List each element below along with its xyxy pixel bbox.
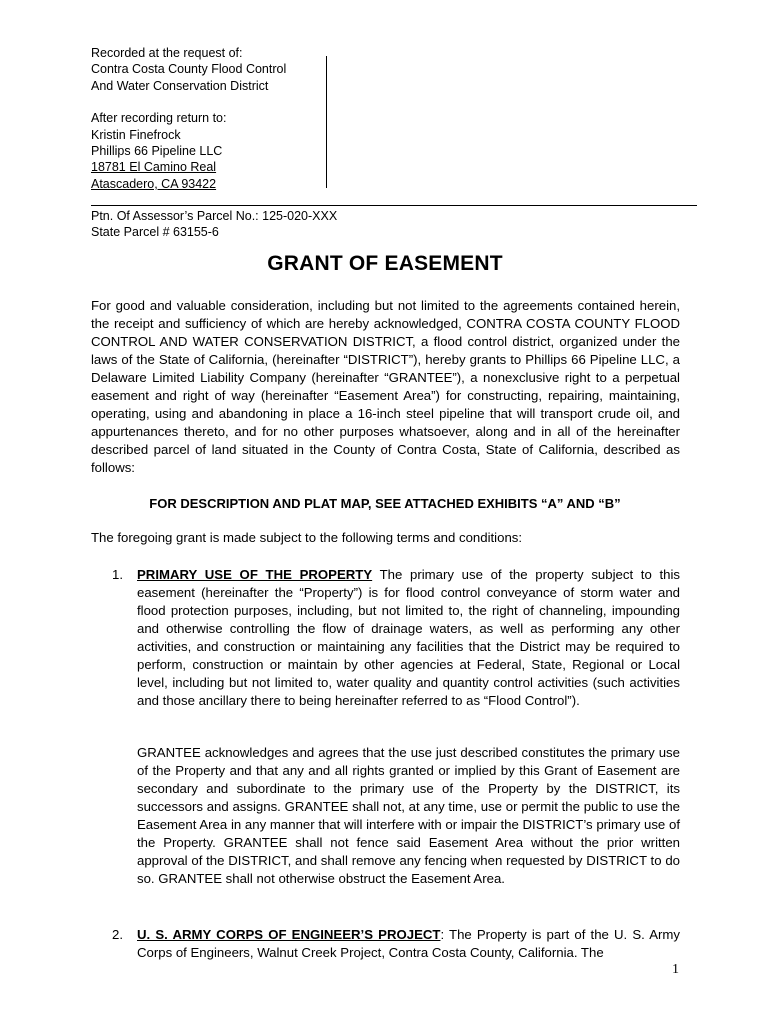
return-company: Phillips 66 Pipeline LLC bbox=[91, 144, 223, 159]
parcel-block bbox=[91, 208, 337, 241]
item-1-text: The primary use of the property subject to this easement (hereinafter the “Property”) is for flood control conveyance of storm water and flood protection purposes, including, but not limited to, the right of channeling, impounding and otherwise controlling the flow of drainage waters, as well as performing any other activities, and construction or maintaining any facilities that the District may be required to perform, construction or maintain by other agencies at Federal, State, Regional or Local level, including but not limited to, water quality and quantity control activities (such activities and those ancillary there to being hereinafter referred to as “Flood Control”). bbox=[137, 567, 680, 708]
item-1-number: 1. bbox=[112, 567, 123, 582]
terms-intro: The foregoing grant is made subject to the following terms and conditions: bbox=[91, 530, 523, 545]
intro-paragraph: For good and valuable consideration, including but not limited to the agreements contained herein, the receipt and sufficiency of which are hereby acknowledged, CONTRA COSTA COUNTY FLOOD CONTROL AND WATER CONSERVATION DISTRICT, a flood control district, organized under the laws of the State of California, (hereinafter “DISTRICT”), hereby grants to Phillips 66 Pipeline LLC, a Delaware Limited Liability Company (hereinafter “GRANTEE”), a nonexclusive right to a perpetual easement and right of way (hereinafter “Easement Area”) for constructing, repairing, maintaining, operating, using and abandoning in place a 16-inch steel pipeline that will transport crude oil, and appurtenances thereto, and for no other purposes whatsoever, along and in all of the hereinafter described parcel of land situated in the County of Contra Costa, State of California, described as follows: bbox=[91, 298, 680, 475]
recording-divider bbox=[326, 56, 327, 188]
page-number: 1 bbox=[672, 962, 679, 977]
assessor-parcel-number: Ptn. Of Assessor’s Parcel No.: 125-020-XXX bbox=[91, 209, 338, 223]
item-2-heading: U. S. ARMY CORPS OF ENGINEER’S PROJECT bbox=[137, 927, 441, 942]
item-1-grantee-paragraph: GRANTEE acknowledges and agrees that the use just described constitutes the primary use of the Property and that any and all rights granted or implied by this Grant of Easement are secondary and subordinate to the primary use of the Property by the DISTRICT, its successors and assigns. GRANTEE shall not, at any time, use or permit the public to use the Easement Area in any manner that will interfere with or impair the DISTRICT’s primary use of the Property. GRANTEE shall not fence said Easement Area without the prior written approval of the DISTRICT, and shall remove any fencing when requested by DISTRICT to do so. GRANTEE shall not otherwise obstruct the Easement Area. bbox=[137, 745, 680, 886]
item-1-paragraph bbox=[137, 566, 680, 710]
recorded-agency-line-1: Contra Costa County Flood Control bbox=[91, 62, 287, 77]
return-city: Atascadero, CA 93422 bbox=[91, 176, 217, 191]
item-2-paragraph bbox=[137, 926, 680, 962]
return-name: Kristin Finefrock bbox=[91, 127, 181, 142]
state-parcel-number: State Parcel # 63155-6 bbox=[91, 225, 219, 240]
recording-block bbox=[91, 45, 286, 192]
document-title: GRANT OF EASEMENT bbox=[267, 252, 503, 275]
item-1-heading: PRIMARY USE OF THE PROPERTY bbox=[137, 567, 373, 582]
return-to-line: After recording return to: bbox=[91, 111, 227, 126]
item-2-text: : The Property is part of the U. S. Army Corps of Engineers, Walnut Creek Project, Contra Costa County, California. The bbox=[137, 927, 680, 960]
recorded-agency-line-2: And Water Conservation District bbox=[91, 78, 269, 93]
return-street: 18781 El Camino Real bbox=[91, 160, 217, 175]
exhibits-heading: FOR DESCRIPTION AND PLAT MAP, SEE ATTACHED EXHIBITS “A” AND “B” bbox=[149, 496, 621, 511]
item-2-number: 2. bbox=[112, 927, 123, 942]
header-rule bbox=[91, 205, 697, 206]
recorded-request-line: Recorded at the request of: bbox=[91, 46, 243, 60]
